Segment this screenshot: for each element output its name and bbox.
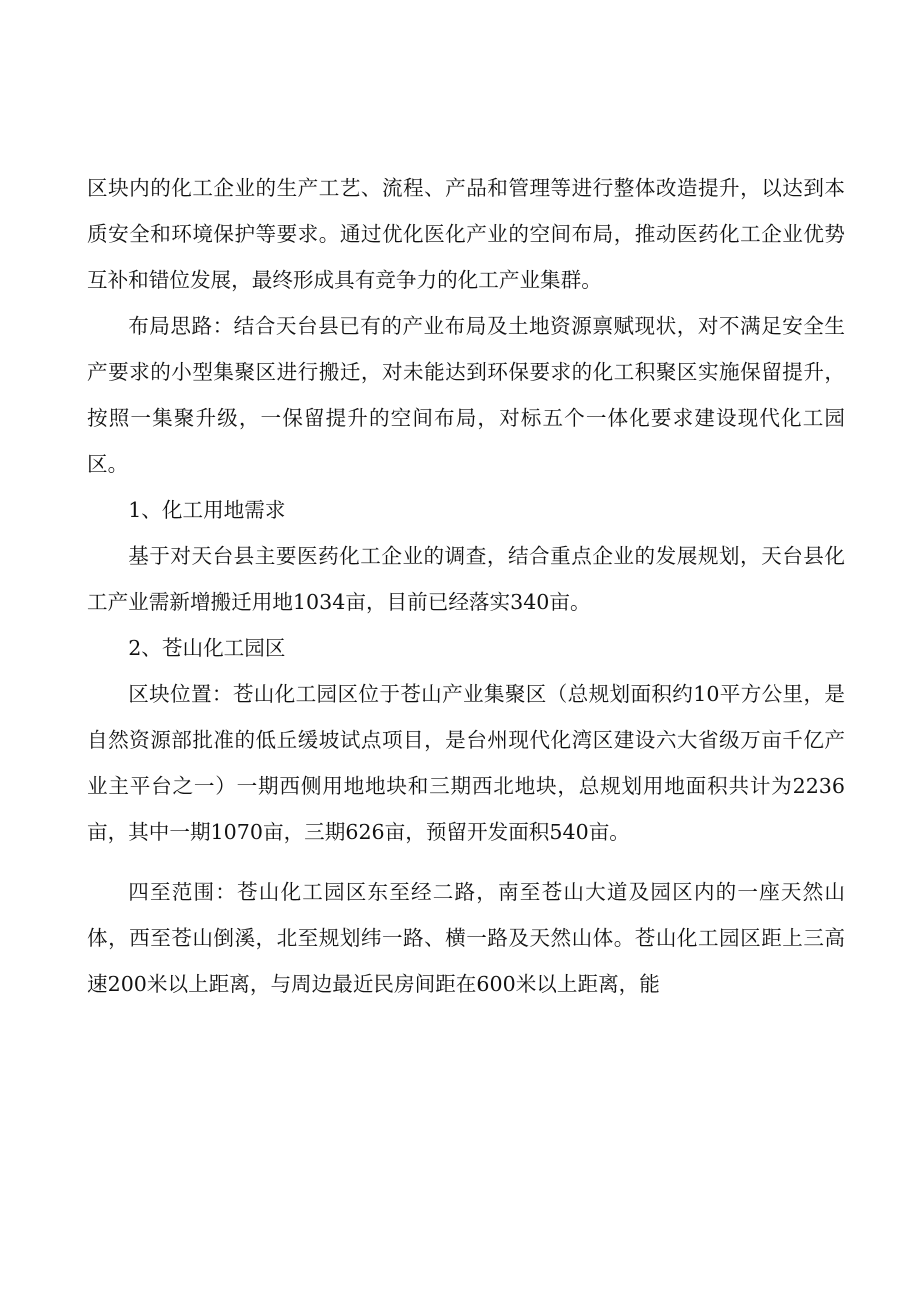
paragraph-layout-idea: 布局思路：结合天台县已有的产业布局及土地资源禀赋现状，对不满足安全生产要求的小型集聚区进行搬迁，对未能达到环保要求的化工积聚区实施保留提升，按照一集聚升级，一保留提升的空间布局，对标五个一体化要求建设现代化工园区。 [87, 314, 845, 476]
section-heading-cangshan-park: 2、苍山化工园区 [128, 636, 286, 660]
paragraph-intro-continuation: 区块内的化工企业的生产工艺、流程、产品和管理等进行整体改造提升，以达到本质安全和环境保护等要求。通过优化医化产业的空间布局，推动医药化工企业优势互补和错位发展，最终形成具有竞争力的化工产业集群。 [87, 176, 845, 292]
paragraph-land-demand: 基于对天台县主要医药化工企业的调查，结合重点企业的发展规划，天台县化工产业需新增搬迁用地1034亩，目前已经落实340亩。 [87, 544, 845, 614]
paragraph-block-location: 区块位置：苍山化工园区位于苍山产业集聚区（总规划面积约10平方公里，是自然资源部批准的低丘缓坡试点项目，是台州现代化湾区建设六大省级万亩千亿产业主平台之一）一期西侧用地地块和三期西北地块，总规划用地面积共计为2236亩，其中一期1070亩，三期626亩，预留开发面积540亩。 [87, 682, 845, 844]
paragraph-boundary-range: 四至范围：苍山化工园区东至经二路，南至苍山大道及园区内的一座天然山体，西至苍山倒溪，北至规划纬一路、横一路及天然山体。苍山化工园区距上三高速200米以上距离，与周边最近民房间距在600米以上距离，能 [87, 880, 845, 996]
document-body [87, 165, 845, 1007]
section-heading-land-demand: 1、化工用地需求 [128, 498, 286, 522]
